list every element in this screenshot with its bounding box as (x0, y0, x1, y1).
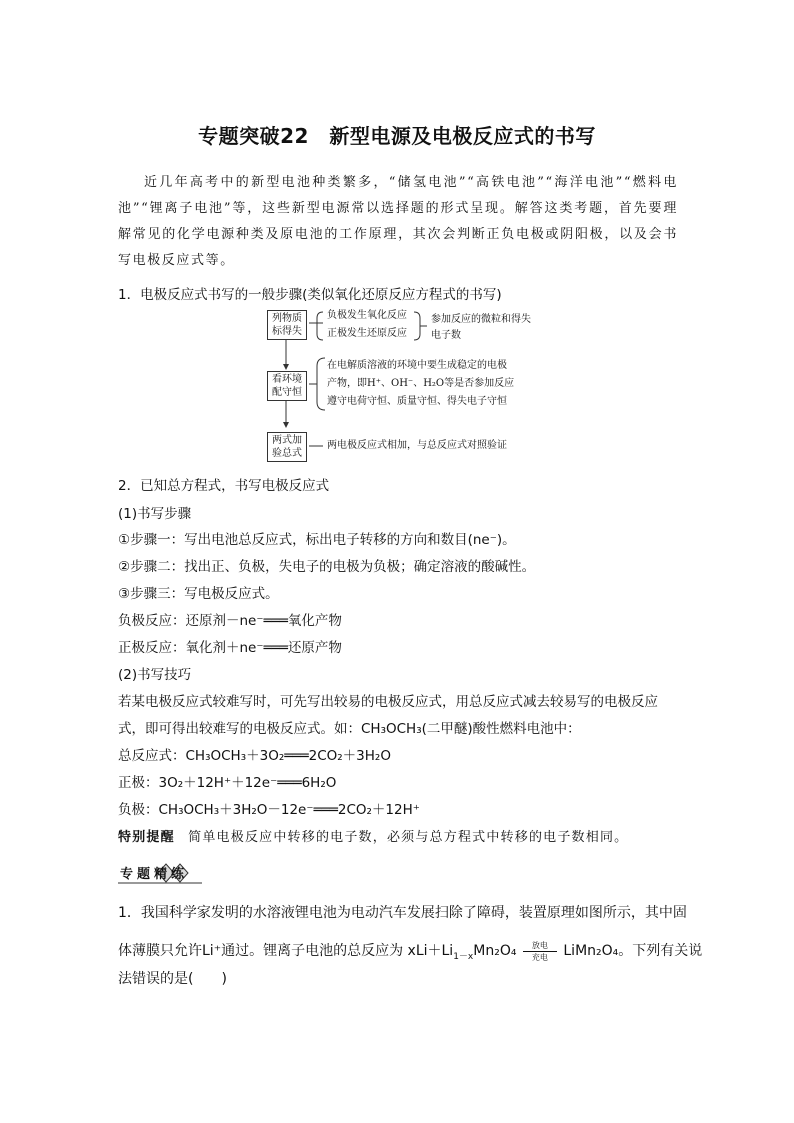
practice-header (118, 862, 202, 884)
step-1: ①步骤一：写出电池总反应式，标出电子转移的方向和数目(ne⁻)。 (118, 532, 516, 548)
note-text: 简单电极反应中转移的电子数，必须与总方程式中转移的电子数相同。 (188, 830, 629, 845)
question-1-line-3: 法错误的是( ) (118, 971, 227, 987)
q1-text-a: 体薄膜只允许Li⁺通过。锂离子电池的总反应为 xLi＋Li (118, 943, 454, 959)
section-1-heading: 1．电极反应式书写的一般步骤(类似氧化还原反应方程式的书写) (118, 287, 502, 303)
environment-line-1: 在电解质溶液的环境中要生成稳定的电极 (327, 360, 507, 371)
q1-subscript: 1－x (453, 951, 474, 962)
practice-header-text: 专题精练 (120, 867, 189, 882)
particles-electrons-text: 参加反应的微粒和得失电子数 (431, 314, 531, 341)
box-check-environment: 看环境配守恒 (267, 371, 307, 401)
arrow-top-label: 放电 (531, 940, 548, 950)
box-add-verify: 两式加验总式 (267, 432, 307, 462)
box-list-materials: 列物质标得失 (267, 310, 307, 340)
writing-tips-heading: (2)书写技巧 (118, 667, 192, 683)
question-1-line-1: 1．我国科学家发明的水溶液锂电池为电动汽车发展扫除了障碍，装置原理如图所示，其中固 (118, 905, 687, 921)
step-3: ③步骤三：写电极反应式。 (118, 586, 279, 602)
arrow-bottom-label: 充电 (531, 952, 548, 962)
environment-line-3: 遵守电荷守恒、质量守恒、得失电子守恒 (327, 396, 507, 407)
verify-text: 两电极反应式相加，与总反应式对照验证 (327, 440, 507, 451)
q1-text-b: Mn₂O₄ (473, 943, 517, 959)
question-1-line-2 (118, 940, 703, 962)
negative-equation: 负极：CH₃OCH₃＋3H₂O－12e⁻═══2CO₂＋12H⁺ (118, 802, 420, 818)
special-note (118, 826, 628, 845)
step-2: ②步骤二：找出正、负极，失电子的电极为负极；确定溶液的酸碱性。 (118, 559, 536, 575)
note-label: 特别提醒 (118, 830, 175, 845)
page-title: 专题突破22 新型电源及电极反应式的书写 (198, 124, 596, 148)
steps-diagram (265, 306, 535, 464)
negative-reaction-rule: 负极反应：还原剂－ne⁻═══氧化产物 (118, 613, 342, 629)
positive-equation: 正极：3O₂＋12H⁺＋12e⁻═══6H₂O (118, 775, 337, 791)
section-2-heading: 2．已知总方程式，书写电极反应式 (118, 478, 330, 494)
total-equation: 总反应式：CH₃OCH₃＋3O₂═══2CO₂＋3H₂O (118, 748, 391, 764)
positive-reaction-rule: 正极反应：氧化剂＋ne⁻═══还原产物 (118, 640, 342, 656)
tip-line-1: 若某电极反应式较难写时，可先写出较易的电极反应式，用总反应式减去较易写的电极反应 (118, 694, 658, 710)
environment-line-2: 产物，即H⁺、OH⁻、H₂O等是否参加反应 (327, 378, 515, 389)
writing-steps-heading: (1)书写步骤 (118, 506, 192, 522)
negative-oxidation-text: 负极发生氧化反应 (327, 310, 407, 321)
intro-paragraph: 近几年高考中的新型电池种类繁多，“储氢电池”“高铁电池”“海洋电池”“燃料电池”“锂离子电池”等，这些新型电源常以选择题的形式呈现。解答这类考题，首先要理解常见的化学电源种类及原电池的工作原理，其次会判断正负电极或阴阳极，以及会书写电极反应式等。 (118, 175, 678, 268)
tip-line-2: 式，即可得出较难写的电极反应式。如：CH₃OCH₃(二甲醚)酸性燃料电池中： (118, 721, 581, 737)
q1-text-c: LiMn₂O₄。下列有关说 (563, 943, 703, 959)
discharge-charge-arrow (523, 941, 557, 962)
positive-reduction-text: 正极发生还原反应 (327, 328, 407, 339)
